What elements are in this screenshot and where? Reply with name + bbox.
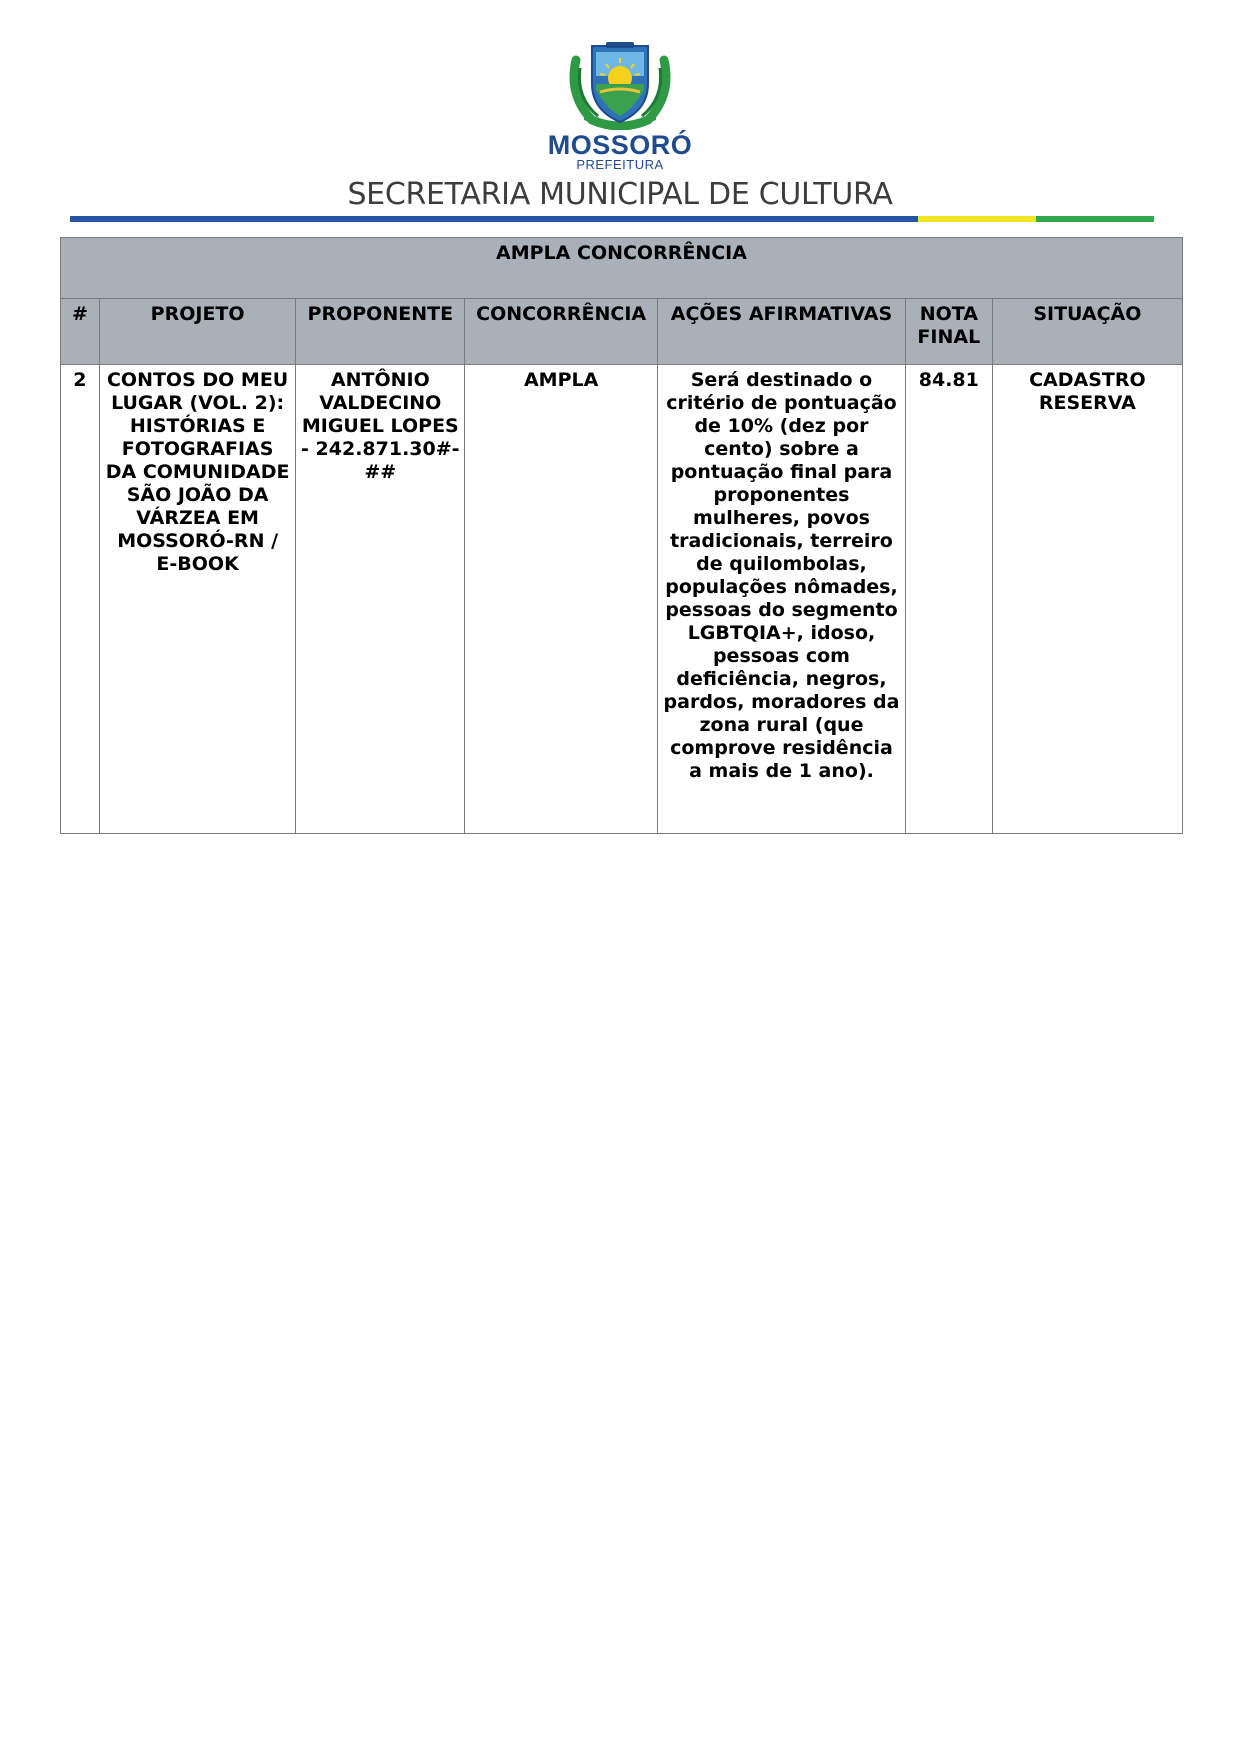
- column-header-acoes-afirmativas: AÇÕES AFIRMATIVAS: [658, 299, 906, 365]
- table-title: AMPLA CONCORRÊNCIA: [61, 238, 1183, 299]
- cell-acoes-afirmativas: Será destinado o critério de pontuação de 10% (dez por cento) sobre a pontuação final para proponentes mulheres, povos tradicionais, terreiro de quilombolas, populações nômades, pessoas do segmento LGBTQIA+, idoso, pessoas com deficiência, negros, pardos, moradores da zona rural (que comprove residência a mais de 1 ano).: [658, 365, 906, 834]
- column-header-concorrencia: CONCORRÊNCIA: [465, 299, 658, 365]
- divider-bar-yellow: [918, 216, 1036, 222]
- cell-projeto: CONTOS DO MEU LUGAR (VOL. 2): HISTÓRIAS E FOTOGRAFIAS DA COMUNIDADE SÃO JOÃO DA VÁRZEA EM MOSSORÓ-RN / E-BOOK: [99, 365, 296, 834]
- divider-bar-blue: [70, 216, 918, 222]
- table-header-row: [61, 299, 1183, 365]
- divider-bar-green: [1036, 216, 1154, 222]
- column-header-nota-final: NOTA FINAL: [905, 299, 992, 365]
- brand-subtitle: PREFEITURA: [576, 157, 664, 172]
- cell-situacao: CADASTRO RESERVA: [992, 365, 1182, 834]
- cell-number: 2: [61, 365, 100, 834]
- cell-nota-final: 84.81: [905, 365, 992, 834]
- column-header-number: #: [61, 299, 100, 365]
- table-row: [61, 365, 1183, 834]
- table-title-row: [61, 238, 1183, 299]
- cell-proponente: ANTÔNIO VALDECINO MIGUEL LOPES - 242.871.30#-##: [296, 365, 465, 834]
- cell-concorrencia: AMPLA: [465, 365, 658, 834]
- brand-name: MOSSORÓ: [547, 130, 693, 160]
- municipal-seal-icon: [562, 40, 678, 130]
- column-header-situacao: SITUAÇÃO: [992, 299, 1182, 365]
- column-header-projeto: PROJETO: [99, 299, 296, 365]
- results-table: [60, 237, 1183, 834]
- column-header-proponente: PROPONENTE: [296, 299, 465, 365]
- letterhead: [0, 0, 1240, 225]
- department-title: SECRETARIA MUNICIPAL DE CULTURA: [347, 177, 893, 212]
